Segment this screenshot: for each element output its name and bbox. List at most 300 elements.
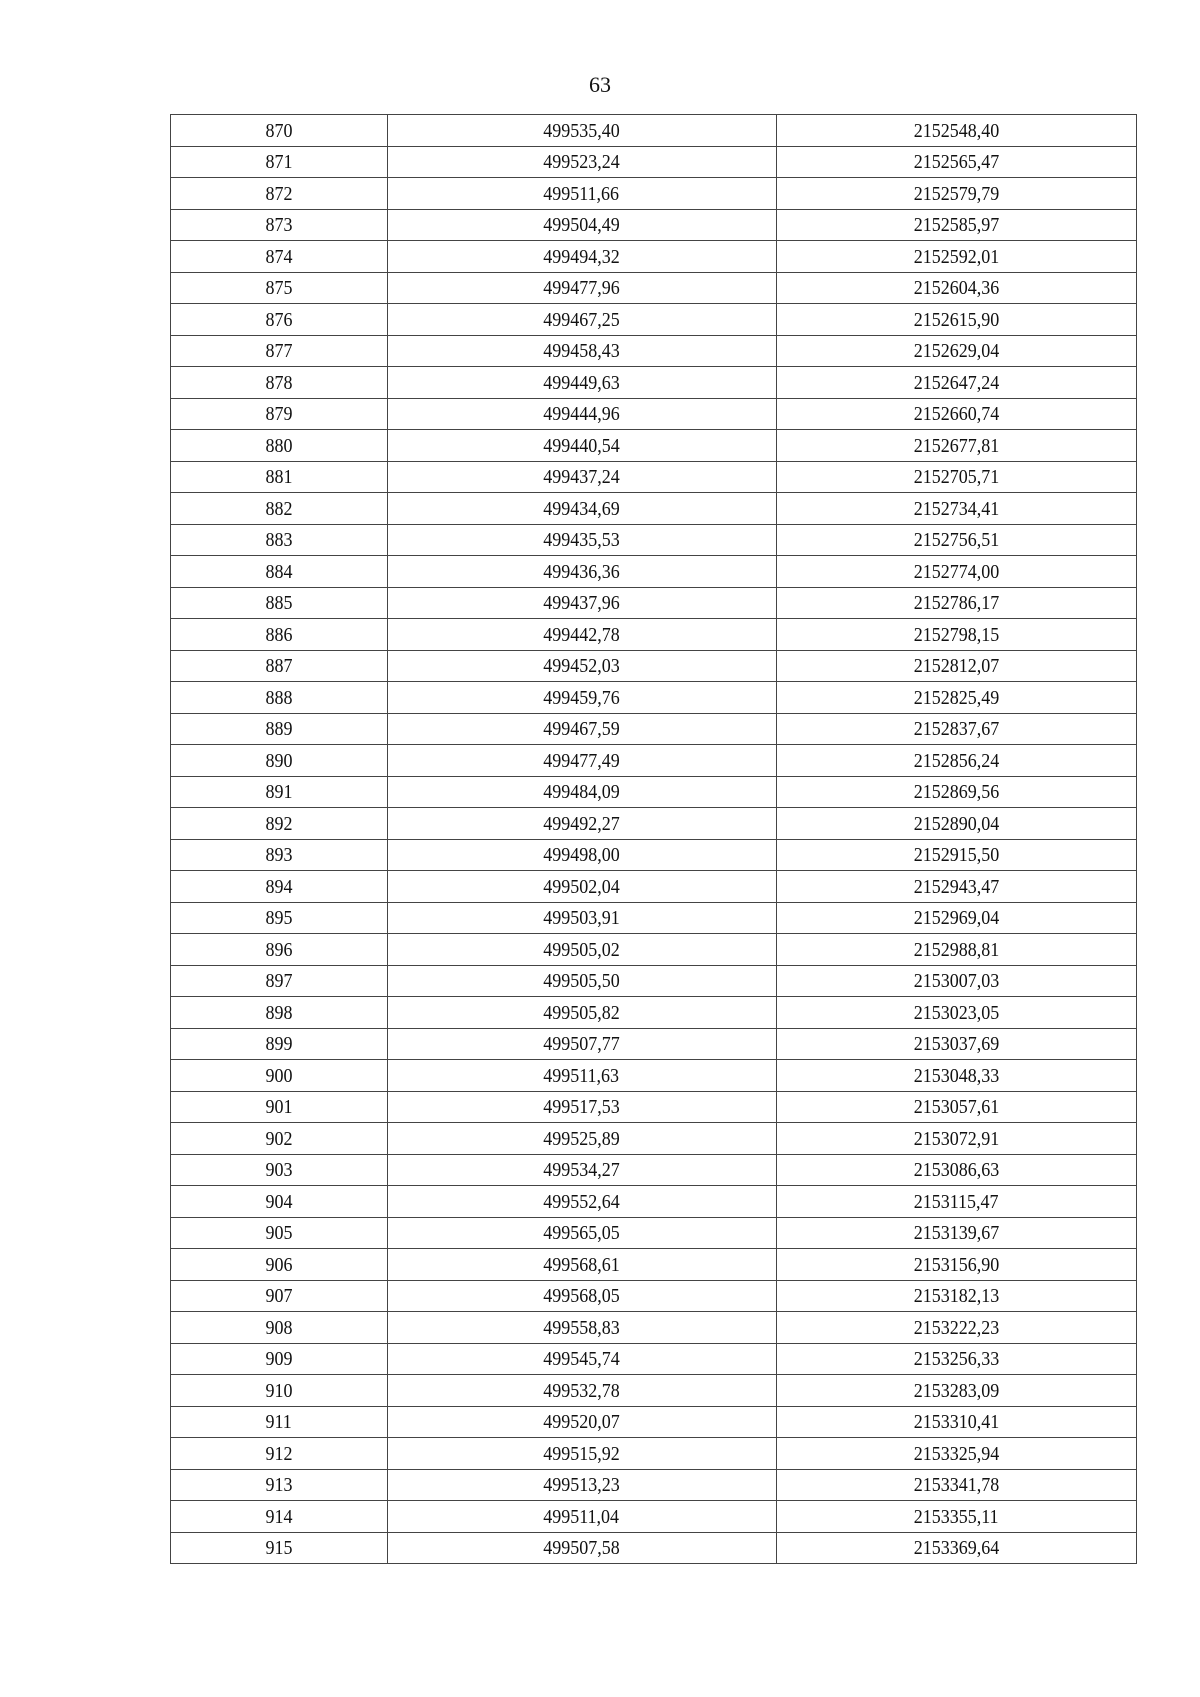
cell-text: 898 [265, 1001, 293, 1024]
cell-text: 499523,24 [543, 151, 620, 173]
cell-text: 880 [265, 434, 293, 457]
y-coordinate-cell [776, 1343, 1136, 1375]
table-row [171, 902, 1137, 934]
y-coordinate-cell [776, 178, 1136, 210]
table-row [171, 115, 1137, 147]
table-row [171, 1280, 1137, 1312]
cell-text: 887 [265, 655, 293, 677]
cell-text: 499568,61 [543, 1253, 620, 1276]
point-number-cell [171, 871, 388, 903]
page-number: 63 [589, 72, 611, 97]
table-row [171, 1123, 1137, 1155]
cell-text: 499520,07 [543, 1411, 620, 1433]
cell-text: 2153139,67 [913, 1222, 1000, 1244]
y-coordinate-cell [776, 745, 1136, 777]
table-row [171, 335, 1137, 367]
cell-text: 499507,77 [543, 1033, 620, 1055]
point-number-cell [171, 839, 388, 871]
y-coordinate-cell [776, 1249, 1136, 1281]
cell-text: 499435,53 [543, 529, 620, 551]
cell-text: 499558,83 [543, 1316, 620, 1339]
cell-text: 895 [265, 907, 293, 929]
cell-text: 499467,59 [543, 718, 620, 740]
table-row [171, 997, 1137, 1029]
point-number-cell [171, 1280, 388, 1312]
point-number-cell [171, 241, 388, 273]
x-coordinate-cell [387, 871, 776, 903]
point-number-cell [171, 1091, 388, 1123]
point-number-cell [171, 430, 388, 462]
cell-text: 499436,36 [543, 560, 620, 583]
cell-text: 2152869,56 [913, 781, 1000, 803]
cell-text: 909 [265, 1348, 293, 1370]
cell-text: 2152812,07 [913, 655, 1000, 677]
cell-text: 910 [265, 1379, 293, 1402]
cell-text: 883 [265, 529, 293, 551]
cell-text: 2152837,67 [913, 718, 1000, 740]
cell-text: 2152565,47 [913, 151, 1000, 173]
point-number-cell [171, 1028, 388, 1060]
point-number-cell [171, 745, 388, 777]
point-number-cell [171, 178, 388, 210]
cell-text: 2152629,04 [913, 340, 1000, 362]
y-coordinate-cell [776, 1406, 1136, 1438]
table-row [171, 1438, 1137, 1470]
cell-text: 2152890,04 [913, 812, 1000, 835]
cell-text: 499477,96 [543, 277, 620, 299]
table-row [171, 1469, 1137, 1501]
x-coordinate-cell [387, 1406, 776, 1438]
point-number-cell [171, 209, 388, 241]
point-number-cell [171, 335, 388, 367]
cell-text: 2152798,15 [913, 623, 1000, 646]
cell-text: 885 [265, 592, 293, 614]
cell-text: 2153182,13 [913, 1285, 1000, 1307]
y-coordinate-cell [776, 682, 1136, 714]
y-coordinate-cell [776, 619, 1136, 651]
table-row [171, 934, 1137, 966]
y-coordinate-cell [776, 1438, 1136, 1470]
y-coordinate-cell [776, 146, 1136, 178]
x-coordinate-cell [387, 304, 776, 336]
table-row [171, 1406, 1137, 1438]
cell-text: 2152856,24 [913, 749, 1000, 772]
cell-text: 499452,03 [543, 655, 620, 677]
point-number-cell [171, 1217, 388, 1249]
cell-text: 499507,58 [543, 1537, 620, 1559]
y-coordinate-cell [776, 871, 1136, 903]
point-number-cell [171, 650, 388, 682]
table-row [171, 1060, 1137, 1092]
table-row [171, 556, 1137, 588]
cell-text: 871 [265, 151, 293, 173]
cell-text: 2153072,91 [913, 1127, 1000, 1150]
cell-text: 2152615,90 [913, 308, 1000, 331]
point-number-cell [171, 524, 388, 556]
cell-text: 499532,78 [543, 1379, 620, 1402]
point-number-cell [171, 1532, 388, 1564]
x-coordinate-cell [387, 1438, 776, 1470]
cell-text: 886 [265, 623, 293, 646]
x-coordinate-cell [387, 745, 776, 777]
table-row [171, 1091, 1137, 1123]
y-coordinate-cell [776, 1501, 1136, 1533]
x-coordinate-cell [387, 146, 776, 178]
x-coordinate-cell [387, 682, 776, 714]
cell-text: 896 [265, 938, 293, 961]
cell-text: 499505,50 [543, 970, 620, 992]
point-number-cell [171, 1469, 388, 1501]
cell-text: 499503,91 [543, 907, 620, 929]
cell-text: 899 [265, 1033, 293, 1055]
cell-text: 2153115,47 [913, 1190, 999, 1213]
cell-text: 875 [265, 277, 293, 299]
x-coordinate-cell [387, 934, 776, 966]
y-coordinate-cell [776, 556, 1136, 588]
x-coordinate-cell [387, 1469, 776, 1501]
y-coordinate-cell [776, 209, 1136, 241]
table-row [171, 461, 1137, 493]
y-coordinate-cell [776, 1060, 1136, 1092]
cell-text: 499440,54 [543, 434, 620, 457]
table-row [171, 650, 1137, 682]
cell-text: 2153256,33 [913, 1348, 1000, 1370]
cell-text: 499525,89 [543, 1127, 620, 1150]
cell-text: 499467,25 [543, 308, 620, 331]
table-row [171, 430, 1137, 462]
cell-text: 2152969,04 [913, 907, 1000, 929]
x-coordinate-cell [387, 556, 776, 588]
cell-text: 499565,05 [543, 1222, 620, 1244]
cell-text: 499449,63 [543, 371, 620, 394]
cell-text: 900 [265, 1064, 293, 1087]
point-number-cell [171, 493, 388, 525]
y-coordinate-cell [776, 1028, 1136, 1060]
cell-text: 897 [265, 970, 293, 992]
table-row [171, 587, 1137, 619]
y-coordinate-cell [776, 902, 1136, 934]
cell-text: 2153086,63 [913, 1159, 1000, 1181]
y-coordinate-cell [776, 1312, 1136, 1344]
cell-text: 499505,02 [543, 938, 620, 961]
point-number-cell [171, 808, 388, 840]
x-coordinate-cell [387, 839, 776, 871]
x-coordinate-cell [387, 776, 776, 808]
y-coordinate-cell [776, 1532, 1136, 1564]
point-number-cell [171, 1343, 388, 1375]
table-row [171, 209, 1137, 241]
point-number-cell [171, 115, 388, 147]
cell-text: 911 [265, 1411, 292, 1433]
cell-text: 2152825,49 [913, 686, 1000, 709]
x-coordinate-cell [387, 1249, 776, 1281]
cell-text: 499511,04 [543, 1505, 620, 1528]
cell-text: 888 [265, 686, 293, 709]
y-coordinate-cell [776, 398, 1136, 430]
point-number-cell [171, 1154, 388, 1186]
point-number-cell [171, 713, 388, 745]
cell-text: 499444,96 [543, 403, 620, 425]
cell-text: 499442,78 [543, 623, 620, 646]
x-coordinate-cell [387, 997, 776, 1029]
x-coordinate-cell [387, 1123, 776, 1155]
cell-text: 499505,82 [543, 1001, 620, 1024]
y-coordinate-cell [776, 461, 1136, 493]
x-coordinate-cell [387, 619, 776, 651]
cell-text: 499568,05 [543, 1285, 620, 1307]
cell-text: 902 [265, 1127, 293, 1150]
x-coordinate-cell [387, 1060, 776, 1092]
cell-text: 878 [265, 371, 293, 394]
x-coordinate-cell [387, 335, 776, 367]
cell-text: 2152548,40 [913, 119, 1000, 142]
y-coordinate-cell [776, 1186, 1136, 1218]
coordinates-table [170, 114, 1137, 1564]
cell-text: 499502,04 [543, 875, 620, 898]
table-row [171, 1501, 1137, 1533]
x-coordinate-cell [387, 1375, 776, 1407]
cell-text: 2152786,17 [913, 592, 1000, 614]
point-number-cell [171, 997, 388, 1029]
x-coordinate-cell [387, 115, 776, 147]
cell-text: 884 [265, 560, 293, 583]
x-coordinate-cell [387, 1186, 776, 1218]
cell-text: 499535,40 [543, 119, 620, 142]
cell-text: 904 [265, 1190, 293, 1213]
x-coordinate-cell [387, 524, 776, 556]
y-coordinate-cell [776, 1154, 1136, 1186]
y-coordinate-cell [776, 1217, 1136, 1249]
cell-text: 2153222,23 [913, 1316, 1000, 1339]
cell-text: 499511,66 [543, 182, 620, 205]
cell-text: 499484,09 [543, 781, 620, 803]
cell-text: 913 [265, 1474, 293, 1496]
x-coordinate-cell [387, 241, 776, 273]
y-coordinate-cell [776, 272, 1136, 304]
table-row [171, 524, 1137, 556]
table-row [171, 398, 1137, 430]
y-coordinate-cell [776, 1280, 1136, 1312]
x-coordinate-cell [387, 713, 776, 745]
point-number-cell [171, 1123, 388, 1155]
cell-text: 2152943,47 [913, 875, 1000, 898]
y-coordinate-cell [776, 713, 1136, 745]
point-number-cell [171, 776, 388, 808]
x-coordinate-cell [387, 272, 776, 304]
cell-text: 2153325,94 [913, 1442, 1000, 1465]
cell-text: 2153057,61 [913, 1096, 1000, 1118]
point-number-cell [171, 146, 388, 178]
x-coordinate-cell [387, 1312, 776, 1344]
x-coordinate-cell [387, 430, 776, 462]
cell-text: 882 [265, 497, 293, 520]
x-coordinate-cell [387, 1501, 776, 1533]
y-coordinate-cell [776, 776, 1136, 808]
cell-text: 872 [265, 182, 293, 205]
cell-text: 2152660,74 [913, 403, 1000, 425]
table-row [171, 776, 1137, 808]
cell-text: 499511,63 [543, 1064, 620, 1087]
cell-text: 2152915,50 [913, 844, 1000, 866]
cell-text: 881 [265, 466, 293, 488]
x-coordinate-cell [387, 965, 776, 997]
point-number-cell [171, 272, 388, 304]
cell-text: 889 [265, 718, 293, 740]
cell-text: 2152579,79 [913, 182, 1000, 205]
cell-text: 499434,69 [543, 497, 620, 520]
cell-text: 903 [265, 1159, 293, 1181]
x-coordinate-cell [387, 209, 776, 241]
cell-text: 2153310,41 [913, 1411, 1000, 1433]
y-coordinate-cell [776, 430, 1136, 462]
cell-text: 2152774,00 [913, 560, 1000, 583]
point-number-cell [171, 1501, 388, 1533]
cell-text: 901 [265, 1096, 293, 1118]
x-coordinate-cell [387, 1154, 776, 1186]
x-coordinate-cell [387, 650, 776, 682]
table-row [171, 1375, 1137, 1407]
y-coordinate-cell [776, 1091, 1136, 1123]
point-number-cell [171, 1060, 388, 1092]
table-row [171, 1217, 1137, 1249]
table-row [171, 304, 1137, 336]
y-coordinate-cell [776, 965, 1136, 997]
cell-text: 2153369,64 [913, 1537, 1000, 1559]
table-row [171, 619, 1137, 651]
x-coordinate-cell [387, 493, 776, 525]
y-coordinate-cell [776, 115, 1136, 147]
y-coordinate-cell [776, 367, 1136, 399]
cell-text: 908 [265, 1316, 293, 1339]
table-row [171, 178, 1137, 210]
cell-text: 2153007,03 [913, 970, 1000, 992]
cell-text: 499545,74 [543, 1348, 620, 1370]
table-row [171, 1154, 1137, 1186]
cell-text: 914 [265, 1505, 293, 1528]
cell-text: 499515,92 [543, 1442, 620, 1465]
cell-text: 915 [265, 1537, 293, 1559]
cell-text: 2152585,97 [913, 214, 1000, 236]
cell-text: 2152756,51 [913, 529, 1000, 551]
x-coordinate-cell [387, 461, 776, 493]
x-coordinate-cell [387, 808, 776, 840]
table-row [171, 272, 1137, 304]
table-row [171, 1343, 1137, 1375]
table-row [171, 713, 1137, 745]
table-row [171, 745, 1137, 777]
cell-text: 2152592,01 [913, 245, 1000, 268]
point-number-cell [171, 682, 388, 714]
x-coordinate-cell [387, 587, 776, 619]
cell-text: 499494,32 [543, 245, 620, 268]
cell-text: 2153341,78 [913, 1474, 1000, 1496]
y-coordinate-cell [776, 335, 1136, 367]
y-coordinate-cell [776, 304, 1136, 336]
cell-text: 2153156,90 [913, 1253, 1000, 1276]
table-row [171, 871, 1137, 903]
y-coordinate-cell [776, 1469, 1136, 1501]
table-row [171, 839, 1137, 871]
x-coordinate-cell [387, 1280, 776, 1312]
cell-text: 499513,23 [543, 1474, 620, 1496]
y-coordinate-cell [776, 241, 1136, 273]
y-coordinate-cell [776, 1123, 1136, 1155]
cell-text: 2152677,81 [913, 434, 1000, 457]
point-number-cell [171, 619, 388, 651]
cell-text: 499552,64 [543, 1190, 620, 1213]
point-number-cell [171, 1249, 388, 1281]
table-row [171, 808, 1137, 840]
cell-text: 2153023,05 [913, 1001, 1000, 1024]
point-number-cell [171, 1186, 388, 1218]
cell-text: 2152647,24 [913, 371, 1000, 394]
table-row [171, 367, 1137, 399]
cell-text: 890 [265, 749, 293, 772]
y-coordinate-cell [776, 997, 1136, 1029]
table-row [171, 1028, 1137, 1060]
cell-text: 2152734,41 [913, 497, 1000, 520]
x-coordinate-cell [387, 367, 776, 399]
x-coordinate-cell [387, 1217, 776, 1249]
x-coordinate-cell [387, 398, 776, 430]
y-coordinate-cell [776, 587, 1136, 619]
cell-text: 499477,49 [543, 749, 620, 772]
x-coordinate-cell [387, 1343, 776, 1375]
x-coordinate-cell [387, 1532, 776, 1564]
cell-text: 499498,00 [543, 844, 620, 866]
point-number-cell [171, 902, 388, 934]
cell-text: 2153037,69 [913, 1033, 1000, 1055]
cell-text: 2152988,81 [913, 938, 1000, 961]
cell-text: 894 [265, 875, 293, 898]
point-number-cell [171, 1438, 388, 1470]
cell-text: 877 [265, 340, 293, 362]
y-coordinate-cell [776, 650, 1136, 682]
table-row [171, 146, 1137, 178]
table-row [171, 1312, 1137, 1344]
cell-text: 499458,43 [543, 340, 620, 362]
cell-text: 2152604,36 [913, 277, 1000, 299]
table-row [171, 493, 1137, 525]
cell-text: 891 [265, 781, 293, 803]
y-coordinate-cell [776, 839, 1136, 871]
cell-text: 879 [265, 403, 293, 425]
cell-text: 499437,24 [543, 466, 620, 488]
x-coordinate-cell [387, 902, 776, 934]
cell-text: 906 [265, 1253, 293, 1276]
point-number-cell [171, 934, 388, 966]
cell-text: 2153048,33 [913, 1064, 1000, 1087]
point-number-cell [171, 587, 388, 619]
table-row [171, 1532, 1137, 1564]
x-coordinate-cell [387, 178, 776, 210]
cell-text: 499492,27 [543, 812, 620, 835]
x-coordinate-cell [387, 1091, 776, 1123]
y-coordinate-cell [776, 808, 1136, 840]
cell-text: 874 [265, 245, 293, 268]
cell-text: 499534,27 [543, 1159, 620, 1181]
table-row [171, 1249, 1137, 1281]
point-number-cell [171, 398, 388, 430]
cell-text: 893 [265, 844, 293, 866]
point-number-cell [171, 965, 388, 997]
y-coordinate-cell [776, 493, 1136, 525]
table-row [171, 682, 1137, 714]
cell-text: 499437,96 [543, 592, 620, 614]
point-number-cell [171, 304, 388, 336]
cell-text: 870 [265, 119, 293, 142]
point-number-cell [171, 461, 388, 493]
